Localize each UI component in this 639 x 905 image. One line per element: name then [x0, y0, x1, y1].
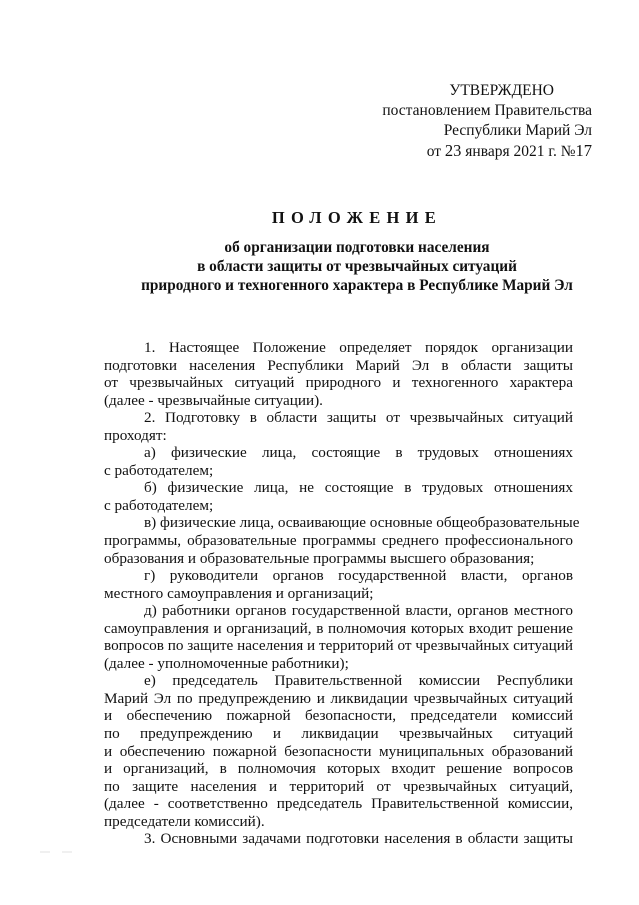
- body-line: самоуправления и организаций, в полномочия которых входит решение: [104, 619, 573, 637]
- body-line: проходят:: [104, 426, 167, 444]
- body-line: председатели комиссий).: [104, 812, 265, 830]
- body-line: 2. Подготовку в области защиты от чрезвычайных ситуаций: [144, 409, 573, 427]
- body-line: б) физические лица, не состоящие в трудовых отношениях: [144, 479, 573, 497]
- body-line: и организаций, в полномочия которых входит решение вопросов: [104, 760, 573, 778]
- body-line: 3. Основными задачами подготовки населения в области защиты: [144, 830, 573, 848]
- title-block: [104, 208, 610, 295]
- approval-date-rest: января 2021 г. №: [465, 143, 576, 160]
- body-line: д) работники органов государственной власти, органов местного: [144, 602, 573, 620]
- document-title: ПОЛОЖЕНИЕ: [271, 208, 443, 227]
- approval-heading: УТВЕРЖДЕНО: [449, 82, 554, 99]
- approval-line-2: Республики Марий Эл: [443, 122, 592, 139]
- approval-stamp: [362, 81, 592, 162]
- subtitle-line: об организации подготовки населения: [224, 239, 490, 256]
- body-line: и обеспечению пожарной безопасности, председатели комиссий: [104, 707, 573, 725]
- body-line: Марий Эл по предупреждению и ликвидации чрезвычайных ситуаций: [104, 689, 573, 707]
- body-line: е) председатель Правительственной комиссии Республики: [144, 672, 573, 690]
- body-line: (далее - чрезвычайные ситуации).: [104, 391, 323, 409]
- subtitle-line: в области защиты от чрезвычайных ситуаций: [197, 258, 517, 275]
- body-line: г) руководители органов государственной власти, органов: [144, 567, 573, 585]
- approval-date-prefix: от: [426, 143, 442, 160]
- body-line: с работодателем;: [104, 496, 214, 514]
- body-line: и обеспечению пожарной безопасности муниципальных образований: [104, 742, 573, 760]
- body-line: по защите населения и территорий от чрезвычайных ситуаций,: [104, 777, 573, 795]
- body-line: с работодателем;: [104, 461, 214, 479]
- body-line: по предупреждению и ликвидации чрезвычайных ситуаций: [104, 725, 573, 743]
- body-line: программы, образовательные программы среднего профессионального: [104, 532, 573, 550]
- body-line: (далее - уполномоченные работники);: [104, 654, 349, 672]
- scan-speck: [62, 851, 72, 853]
- document-body: [104, 339, 580, 848]
- approval-date-day: 23: [444, 141, 462, 160]
- body-line: местного самоуправления и организаций;: [104, 584, 374, 602]
- scan-speck: [40, 851, 50, 853]
- body-line: (далее - соответственно председатель Правительственной комиссии,: [104, 795, 573, 813]
- body-line: а) физические лица, состоящие в трудовых отношениях: [144, 444, 573, 462]
- document-subtitle: [104, 238, 610, 295]
- approval-line-1: постановлением Правительства: [382, 102, 592, 119]
- approval-date-line: [362, 141, 592, 162]
- subtitle-line: природного и техногенного характера в Республике Марий Эл: [141, 277, 573, 294]
- body-line: от чрезвычайных ситуаций природного и техногенного характера: [104, 374, 573, 392]
- body-line: вопросов по защите населения и территорий от чрезвычайных ситуаций: [104, 637, 573, 655]
- approval-number: 17: [575, 141, 592, 160]
- body-line: подготовки населения Республики Марий Эл в области защиты: [104, 356, 573, 374]
- body-line: образования и образовательные программы высшего образования;: [104, 549, 535, 567]
- body-line: в) физические лица, осваивающие основные общеобразовательные: [144, 514, 580, 532]
- body-line: 1. Настоящее Положение определяет порядок организации: [144, 339, 573, 356]
